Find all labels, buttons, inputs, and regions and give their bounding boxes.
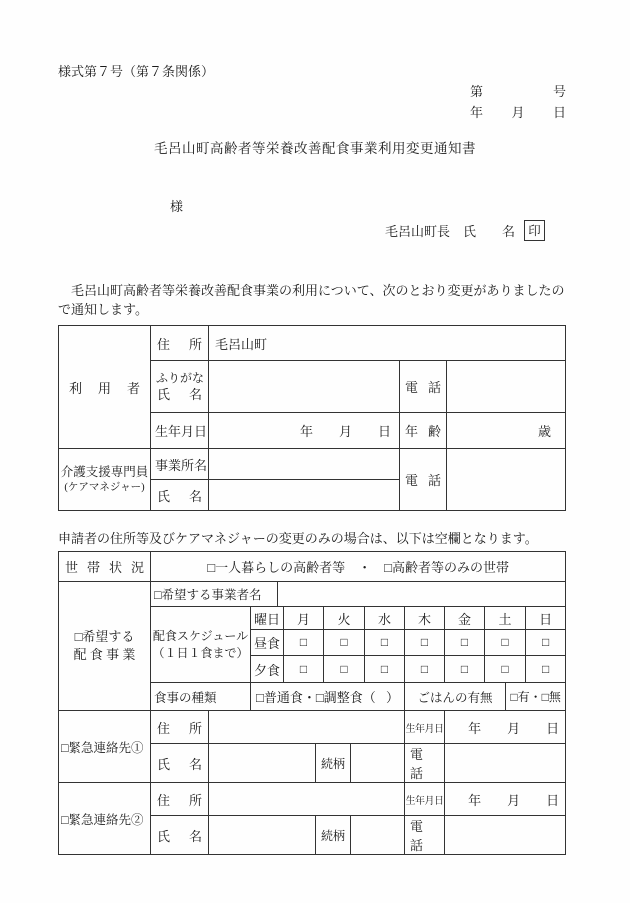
- address-value: 毛呂山町: [209, 326, 566, 361]
- note-text: 申請者の住所等及びケアマネジャーの変更のみの場合は、以下は空欄となります。: [58, 531, 538, 546]
- lunch-checkbox-sun: □: [526, 630, 566, 656]
- lunch-checkbox-thu: □: [405, 630, 445, 656]
- emergency-2-birth-label: 生年月日: [405, 783, 445, 816]
- dinner-checkbox-tue: □: [324, 656, 365, 683]
- dinner-label: 夕食: [251, 656, 284, 683]
- name-label: 氏 名: [157, 386, 202, 402]
- meal-type-label: 食事の種類: [151, 683, 251, 711]
- emergency-2-relation-empty: [351, 816, 405, 855]
- issuer-line: [385, 220, 545, 241]
- provider-name-empty: [278, 582, 566, 607]
- birth-label: 生年月日: [151, 413, 209, 449]
- emergency-2-name-empty: [209, 816, 316, 855]
- rice-options: □有・□無: [506, 683, 566, 711]
- user-info-table: [58, 325, 566, 511]
- emergency-1-address-label: 住 所: [151, 711, 209, 744]
- emergency-1-phone-label: 電 話: [405, 744, 445, 783]
- dinner-checkbox-mon: □: [284, 656, 324, 683]
- lunch-label: 昼食: [251, 630, 284, 656]
- lunch-checkbox-tue: □: [324, 630, 365, 656]
- emergency-1-birth-label: 生年月日: [405, 711, 445, 744]
- emergency-2-birth-placeholder: 年 月 日: [445, 783, 566, 816]
- dinner-checkbox-wed: □: [365, 656, 405, 683]
- day-header-wed: 水: [365, 607, 405, 630]
- body-line-2: で通知します。: [58, 302, 148, 317]
- body-line-1: 毛呂山町高齢者等栄養改善配食事業の利用について、次のとおり変更がありましたの: [58, 283, 565, 298]
- lunch-checkbox-sat: □: [485, 630, 526, 656]
- name-value-empty: [209, 361, 400, 413]
- birth-placeholder: 年 月 日: [209, 413, 400, 449]
- address-label: 住 所: [151, 326, 209, 361]
- office-name-label: 事業所名: [151, 449, 209, 480]
- date-year-label: 年: [470, 105, 484, 120]
- furigana-label: ふりがな: [156, 370, 205, 385]
- household-status-label: 世 帯 状 況: [59, 552, 151, 582]
- desired-service-label-line2: 配 食 事 業: [73, 647, 136, 662]
- emergency-contact-1-label: □緊急連絡先①: [59, 711, 151, 783]
- emergency-1-address-empty: [209, 711, 405, 744]
- meal-type-paren-close: ）: [385, 690, 399, 705]
- service-table: [58, 551, 566, 855]
- weekday-header: 曜日: [251, 607, 284, 630]
- emergency-1-name-empty: [209, 744, 316, 783]
- ref-no-prefix: 第: [470, 84, 484, 99]
- emergency-2-name-label: 氏 名: [151, 816, 209, 855]
- emergency-1-phone-empty: [445, 744, 566, 783]
- schedule-label: [151, 607, 251, 683]
- body-paragraph: [58, 281, 570, 319]
- day-header-mon: 月: [284, 607, 324, 630]
- dinner-checkbox-sat: □: [485, 656, 526, 683]
- desired-service-label: [59, 582, 151, 711]
- care-manager-label-line2: (ケアマネジャー): [64, 481, 145, 493]
- date-day-label: 日: [552, 105, 566, 120]
- dinner-checkbox-fri: □: [445, 656, 485, 683]
- document-title: 毛呂山町高齢者等栄養改善配食事業利用変更通知書: [154, 141, 476, 156]
- emergency-1-relation-empty: [351, 744, 405, 783]
- lunch-checkbox-mon: □: [284, 630, 324, 656]
- emergency-1-name-label: 氏 名: [151, 744, 209, 783]
- desired-service-label-line1: □希望する: [74, 629, 135, 645]
- issuer-name-label: 毛呂山町長 氏 名: [385, 224, 516, 239]
- user-row-label: 利 用 者: [59, 326, 151, 449]
- day-header-sun: 日: [526, 607, 566, 630]
- furigana-name-label: [151, 361, 209, 413]
- office-name-empty: [209, 449, 400, 480]
- schedule-label-line1: 配食スケジュール: [152, 629, 249, 644]
- dinner-checkbox-sun: □: [526, 656, 566, 683]
- seal-stamp: 印: [524, 220, 545, 241]
- emergency-contact-2-label: □緊急連絡先②: [59, 783, 151, 855]
- emergency-2-phone-empty: [445, 816, 566, 855]
- emergency-2-relation-label: 続柄: [316, 816, 351, 855]
- rice-label: ごはんの有無: [405, 683, 506, 711]
- dinner-checkbox-thu: □: [405, 656, 445, 683]
- care-manager-label-line1: 介護支援専門員: [60, 464, 149, 479]
- emergency-1-relation-label: 続柄: [316, 744, 351, 783]
- phone-value-empty: [447, 361, 566, 413]
- manager-name-empty: [209, 480, 400, 511]
- date-month-label: 月: [511, 105, 525, 120]
- day-header-fri: 金: [445, 607, 485, 630]
- day-header-thu: 木: [405, 607, 445, 630]
- emergency-2-address-empty: [209, 783, 405, 816]
- manager-phone-empty: [447, 449, 566, 511]
- age-unit: 歳: [447, 413, 566, 449]
- household-status-options: □一人暮らしの高齢者等 ・ □高齢者等のみの世帯: [151, 552, 566, 582]
- reference-number-line: [470, 81, 566, 100]
- care-manager-label: [59, 449, 151, 511]
- addressee-honorific: 様: [170, 199, 184, 214]
- meal-type-options-cell: [251, 683, 405, 711]
- age-label: 年 齢: [400, 413, 447, 449]
- emergency-1-birth-placeholder: 年 月 日: [445, 711, 566, 744]
- phone-label: 電 話: [400, 361, 447, 413]
- emergency-2-phone-label: 電 話: [405, 816, 445, 855]
- day-header-sat: 土: [485, 607, 526, 630]
- meal-type-options: □普通食・□調整食（: [256, 690, 376, 705]
- manager-phone-label: 電 話: [400, 449, 447, 511]
- provider-name-label: □希望する事業者名: [151, 582, 278, 607]
- day-header-tue: 火: [324, 607, 365, 630]
- emergency-2-address-label: 住 所: [151, 783, 209, 816]
- form-number: 様式第７号（第７条関係）: [58, 64, 215, 79]
- manager-name-label: 氏 名: [151, 480, 209, 511]
- lunch-checkbox-wed: □: [365, 630, 405, 656]
- lunch-checkbox-fri: □: [445, 630, 485, 656]
- date-line: [470, 102, 566, 121]
- schedule-label-line2: （１日１食まで）: [152, 645, 249, 660]
- ref-no-suffix: 号: [552, 84, 566, 99]
